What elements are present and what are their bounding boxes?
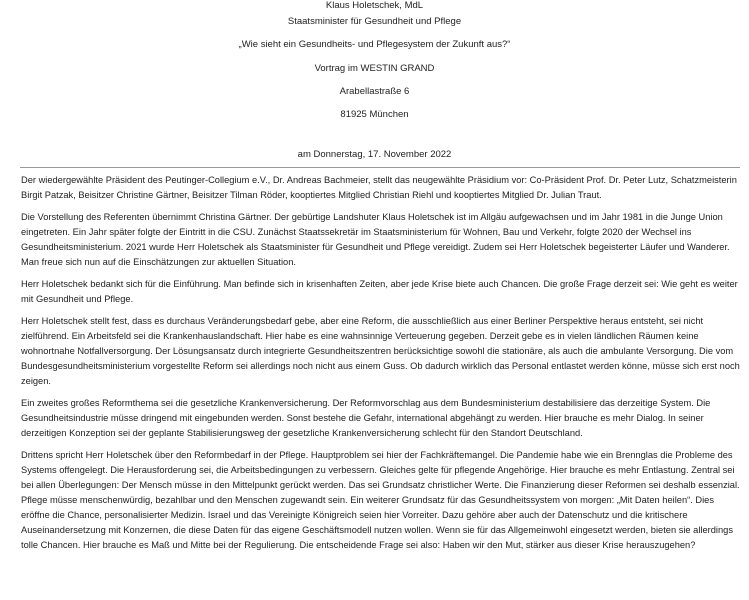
speaker-role: Staatsminister für Gesundheit und Pflege (287, 16, 462, 27)
speaker-name: Klaus Holetschek, MdL (325, 0, 424, 11)
venue: Vortrag im WESTIN GRAND (314, 63, 435, 74)
event-date: am Donnerstag, 17. November 2022 (297, 149, 452, 160)
paragraph: Herr Holetschek bedankt sich für die Einführung. Man befinde sich in krisenhaften Zeiten, aber jede Krise biete auch Chancen. Die große Frage derzeit sei: Wie geht es weiter mit Gesundheit und Pflege. (21, 279, 738, 304)
header-divider (20, 167, 740, 168)
paragraph: Der wiedergewählte Präsident des Peutinger-Collegium e.V., Dr. Andreas Bachmeier, stellt das neugewählte Präsidium vor: Co-Präsident Prof. Dr. Peter Lutz, Schatzmeisterin Birgit Patzak, Beisitzer Christine Gärtner, Beisitzer Tilman Röder, kooptiertes Mitglied Christian Riehl und kooptiertes Mitglied Dr. Julian Traut. (21, 175, 737, 200)
talk-title: „Wie sieht ein Gesundheits- und Pflegesystem der Zukunft aus?“ (238, 39, 511, 50)
paragraph: Ein zweites großes Reformthema sei die gesetzliche Krankenversicherung. Der Reformvorschlag aus dem Bundesministerium destabilisiere das derzeitige System. Die Gesundheitsindustrie müsse dringend mit eingebunden werden. Sonst bestehe die Gefahr, international abgehängt zu werden. Hier brauche es mehr Dialog. In seiner derzeitigen Konzeption sei der geplante Stabilisierungsweg der gesetzliche Krankenversicherung schlecht für den Standort Deutschland. (21, 398, 711, 438)
document-body (21, 173, 743, 560)
paragraph: Die Vorstellung des Referenten übernimmt Christina Gärtner. Der gebürtige Landshuter Klaus Holetschek ist im Allgäu aufgewachsen und im Jahr 1981 in die Junge Union eingetreten. Ein Jahr später folgte der Eintritt in die CSU. Zunächst Staatssekretär im Staatsministerium für Wohnen, Bau und Verkehr, folgte 2020 der Wechsel ins Gesundheitsministerium. 2021 wurde Herr Holetschek als Staatsminister für Gesundheit und Pflege vereidigt. Zudem sei Herr Holetschek begeisterter Läufer und Wanderer. Man freue sich nun auf die Einschätzungen zur aktuellen Situation. (21, 212, 730, 267)
city-address: 81925 München (340, 109, 409, 120)
street-address: Arabellastraße 6 (339, 86, 410, 97)
paragraph: Herr Holetschek stellt fest, dass es durchaus Veränderungsbedarf gebe, aber eine Reform, die ausschließlich aus einer Berliner Perspektive heraus entsteht, sei nicht zielführend. Ein Arbeitsfeld sei die Krankenhauslandschaft. Hier habe es eine wahnsinnige Verteuerung gegeben. Derzeit gebe es in vielen ländlichen Räumen keine wohnortnahe Notfallversorgung. Der Lösungsansatz durch integrierte Gesundheitszentren berücksichtige sowohl die stationäre, als auch die ambulante Versorgung. Die vom Bundesgesundheitsministerium vorgestellte Reform sei allerdings noch nicht aus einem Guss. Ob dadurch wirklich das Personal entlastet werden könne, müsse sich erst noch zeigen. (21, 316, 740, 386)
paragraph: Drittens spricht Herr Holetschek über den Reformbedarf in der Pflege. Hauptproblem sei hier der Fachkräftemangel. Die Pandemie habe wie ein Brennglas die Probleme des Systems offengelegt. Die Herausforderung sei, die Arbeitsbedingungen zu verbessern. Gleiches gelte für pflegende Angehörige. Hier brauche es mehr Entlastung. Zentral sei bei allen Überlegungen: Der Mensch müsse in den Mittelpunkt gerückt werden. Das sei Grundsatz christlicher Werte. Die Finanzierung dieser Reformen sei deshalb essenzial. Pflege müsse menschenwürdig, bezahlbar und den Menschen zugewandt sein. Ein weiterer Grundsatz für das Gesundheitssystem von morgen: „Mit Daten heilen“. Dies eröffne die Chance, personalisierter Medizin. Israel und das Vereinigte Königreich seien hier Vorreiter. Dazu gehöre aber auch der Datenschutz und die kritischere Auseinandersetzung mit Konzernen, die diese Daten für das eigene Geschäftsmodell nutzen wollen. Wenn sie für das Allgemeinwohl eingesetzt werden, bieten sie allerdings tolle Chancen. Hier brauche es Maß und Mitte bei der Regulierung. Die entscheidende Frage sei also: Haben wir den Mut, stärker aus dieser Krise herauszugehen? (21, 450, 740, 550)
